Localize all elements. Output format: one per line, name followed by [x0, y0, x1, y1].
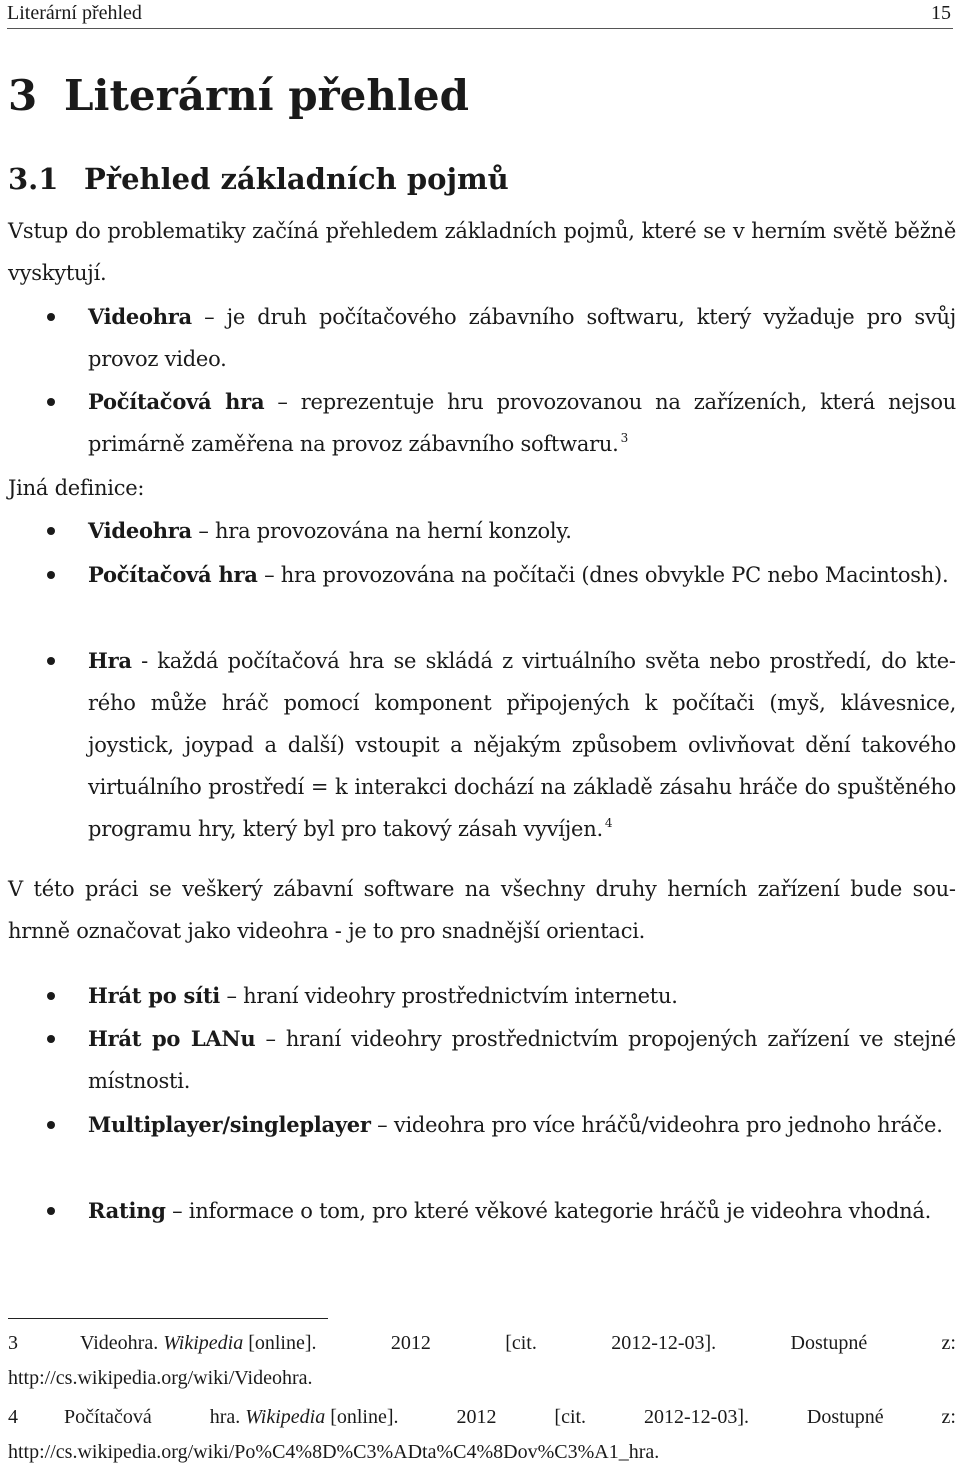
list-item [88, 381, 956, 465]
running-header-title: Literární přehled [7, 2, 142, 24]
footnote-4 [8, 1400, 956, 1470]
section-heading [8, 157, 509, 201]
section-title: Přehled základních pojmů [84, 162, 509, 196]
footnote-text: Dostupné [790, 1332, 868, 1354]
footnote-text: z: [941, 1332, 956, 1354]
footnote-text: [online]. [330, 1406, 399, 1428]
list-item [88, 975, 956, 1017]
page-number: 15 [931, 2, 951, 24]
footnote-text: hra. [209, 1406, 241, 1428]
list-item [88, 1190, 956, 1232]
list-item [88, 1104, 956, 1146]
intro-paragraph: Vstup do problematiky začíná přehledem základních pojmů, které se v herním světě běžně vyskytují. [8, 219, 956, 285]
footnote-link[interactable]: http://cs.wikipedia.org/wiki/Videohra [8, 1367, 308, 1389]
list-item [88, 510, 956, 552]
definition: – reprezentuje hru provozovanou na zařízeních, která nejsou primárně zaměřena na provoz zábavního softwaru. [88, 390, 956, 456]
chapter-heading [8, 66, 469, 126]
term: Videohra [88, 518, 192, 543]
definition: – hra provozována na počítači (dnes obvykle PC nebo Macintosh). [257, 563, 949, 587]
definition: - každá počítačová hra se skládá z virtuálního světa nebo prostředí, do kterého může hráč pomocí komponent připojených k počítači (myš, klávesnice, joystick, joypad a další) vstoupit a nějakým způsobem ovlivňovat dění takového virtuálního prostředí = k interakci dochází na základě zásahu hráče do spuštěného programu hry, který byl pro takový zásah vyvíjen. [88, 649, 956, 841]
footnote-source: Wikipedia [245, 1406, 326, 1428]
footnote-text: z: [941, 1406, 956, 1428]
term: Rating [88, 1198, 166, 1223]
footnote-text: Dostupné [806, 1406, 884, 1428]
footnote-ref: 3 [620, 431, 629, 445]
footnote-link[interactable]: http://cs.wikipedia.org/wiki/Po%C4%8D%C3%ADta%C4%8Dov%C3%A1_hra [8, 1441, 655, 1463]
footnote-text: [cit. [554, 1406, 587, 1428]
definition: – hraní videohry prostřednictvím internetu. [220, 984, 678, 1008]
footnote-text: 2012 [390, 1332, 431, 1354]
footnote-text: 2012 [456, 1406, 497, 1428]
term: Hra [88, 648, 132, 673]
term: Multiplayer/singleplayer [88, 1112, 371, 1137]
summary-paragraph: V této práci se veškerý zábavní software na všechny druhy herních zařízení bude souhrnně označovat jako videohra - je to pro snadnější orientaci. [8, 877, 956, 943]
list-item [88, 554, 956, 596]
alt-definition-label: Jiná definice: [8, 476, 145, 500]
footnote-text: . [307, 1367, 313, 1389]
running-header [7, 0, 953, 29]
footnote-separator [8, 1318, 328, 1319]
footnote-ref: 4 [604, 816, 613, 830]
list-item [88, 1018, 956, 1102]
definition: – je druh počítačového zábavního softwaru, který vyžaduje pro svůj provoz video. [88, 305, 956, 371]
footnote-3 [8, 1326, 956, 1396]
footnote-text: Videohra. [80, 1332, 159, 1354]
term: Hrát po LANu [88, 1026, 256, 1051]
section-number: 3.1 [8, 162, 59, 196]
footnote-text: Počítačová [64, 1406, 152, 1428]
term: Hrát po síti [88, 983, 221, 1008]
footnote-text: [online]. [248, 1332, 317, 1354]
definition: – videohra pro více hráčů/videohra pro jednoho hráče. [370, 1113, 943, 1137]
footnote-text: 2012-12-03]. [611, 1332, 717, 1354]
list-item [88, 296, 956, 380]
term: Videohra [88, 304, 192, 329]
footnote-text: . [654, 1441, 660, 1463]
definition: – hra provozována na herní konzoly. [191, 519, 572, 543]
chapter-title: Literární přehled [64, 71, 469, 120]
footnote-number: 3 [8, 1332, 18, 1354]
footnote-source: Wikipedia [163, 1332, 244, 1354]
list-item [88, 640, 956, 850]
footnote-number: 4 [8, 1406, 18, 1428]
term: Počítačová hra [88, 562, 258, 587]
footnote-text: 2012-12-03]. [644, 1406, 749, 1428]
footnote-text: [cit. [505, 1332, 537, 1354]
chapter-number: 3 [8, 71, 38, 120]
definition: – informace o tom, pro které věkové kategorie hráčů je videohra vhodná. [165, 1199, 932, 1223]
term: Počítačová hra [88, 389, 265, 414]
definition: – hraní videohry prostřednictvím propojených zařízení ve stejné místnosti. [88, 1027, 956, 1093]
